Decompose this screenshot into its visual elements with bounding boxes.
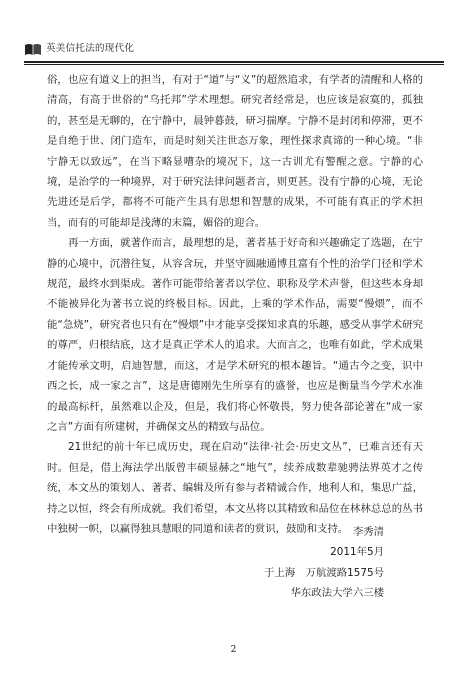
signature-institution: 华东政法大学六三楼: [290, 587, 384, 600]
paragraph: 俗，也应有道义上的担当，有对于“道”与“义”的超然追求，有学者的清醒和人格的清高，有高于世俗的“乌托邦”学术理想。研究者经常是，也应该是寂寞的，孤独的，甚至是无聊的，在宁静中，晨钟暮鼓，研习揣摩。宁静不是封闭和停滞，更不是自绝于世、闭门造车，而是时刻关注世态万象，理性探求真谛的一种心境。“非宁静无以致远”，在当下略显嘈杂的境况下，这一古训尤有警醒之意。宁静的心境，是治学的一种境界，对于研究法律问题者言，则更甚。没有宁静的心境，无论先进还是后学，都将不可能产生具有思想和智慧的成果，不可能有真正的学术担当，而有的可能却是浅薄的末篇，媚俗的迎合。: [47, 74, 423, 229]
signature-address: 于上海 万航渡路1575号: [264, 566, 384, 579]
paragraph: 21世纪的前十年已成历史，现在启动“法律·社会·历史文丛”，已难言还有天时。但是，借上海法学出版曾丰硕显赫之“地气”，续养成数辈驰骋法界英才之传统，本文丛的策划人、著者、编辑及所有参与者精诚合作，地利人和，集思广益，持之以恒，终会有所成就。我们希望，本文丛将以其精致和品位在林林总总的丛书中独树一帜，以赢得独具慧眼的同道和读者的赏识，鼓励和支持。: [47, 441, 423, 535]
author-name: 李秀清: [352, 526, 384, 538]
header-title: 英美信托法的现代化: [46, 43, 135, 54]
header-rule: [24, 61, 444, 63]
body-text: [47, 70, 423, 539]
signature-date: 2011年5月: [330, 546, 384, 559]
running-header: [24, 42, 444, 62]
page-number: 2: [230, 645, 237, 655]
paragraph: 再一方面，就著作而言，最理想的是，著者基于好奇和兴趣确定了选题，在宁静的心境中，沉潜往复，从容含玩，并坚守圆融通博且富有个性的治学门径和学术规范，最终水到渠成。著作可能带给著者以学位、职称及学术声誉，但这些本身却不能被异化为著书立说的终极目标。因此，上乘的学术作品，需要“慢煨”，而不能“急烧”，研究者也只有在“慢煨”中才能享受探知求真的乐趣，感受从事学术研究的尊严，归根结底，这才是真正学术人的追求。大而言之，也唯有如此，学术成果才能传承文明，启迪智慧，而这，才是学术研究的根本趣旨。“通古今之变，识中西之长，成一家之言”，这是唐德刚先生所享有的盛誉，也应是衡量当今学术水准的最高标杆，虽然难以企及，但是，我们将心怀敬畏，努力使各部论著在“成一家之言”方面有所建树，并确保文丛的精致与品位。: [47, 237, 423, 433]
header-rule-thin: [24, 64, 444, 65]
signature-block: [264, 522, 384, 604]
book-icon: [24, 42, 42, 56]
